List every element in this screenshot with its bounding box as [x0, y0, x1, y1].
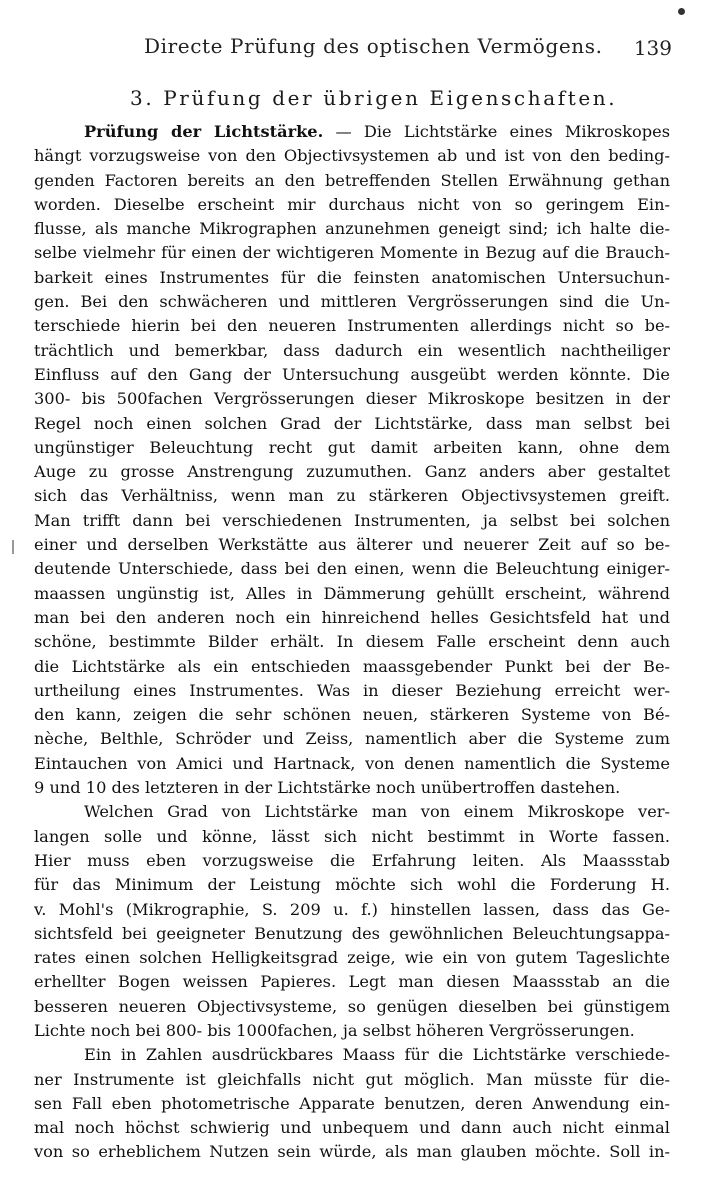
- text-line: rates einen solchen Helligkeitsgrad zeige, wie ein von gutem Tageslichte: [34, 948, 670, 968]
- text-line: terschiede hierin bei den neueren Instrumenten allerdings nicht so be-: [34, 316, 670, 336]
- text-line: für das Minimum der Leistung möchte sich wohl die Forderung H.: [34, 875, 670, 895]
- paragraph-lead: Prüfung der Lichtstärke.: [84, 122, 324, 141]
- text-line: sen Fall eben photometrische Apparate benutzen, deren Anwendung ein-: [34, 1093, 670, 1113]
- text-line: sich das Verhältniss, wenn man zu stärkeren Objectivsystemen greift.: [34, 486, 670, 506]
- text-line: genden Factoren bereits an den betreffenden Stellen Erwähnung gethan: [34, 170, 670, 190]
- text-line: selbe vielmehr für einen der wichtigeren Momente in Bezug auf die Brauch-: [34, 243, 670, 263]
- text-line: sichtsfeld bei geeigneter Benutzung des gewöhnlichen Beleuchtungsappa-: [34, 923, 670, 943]
- text-line: die Lichtstärke als ein entschieden maassgebender Punkt bei der Be-: [34, 656, 670, 676]
- section-heading: 3. Prüfung der übrigen Eigenschaften.: [130, 86, 618, 110]
- text-line: Welchen Grad von Lichtstärke man von einem Mikroskope ver-: [84, 802, 670, 822]
- margin-mark: [12, 540, 14, 554]
- text-line: ner Instrumente ist gleichfalls nicht gut möglich. Man müsste für die-: [34, 1069, 670, 1089]
- text-line: Hier muss eben vorzugsweise die Erfahrung leiten. Als Maassstab: [34, 850, 670, 870]
- text-line: trächtlich und bemerkbar, dass dadurch ein wesentlich nachtheiliger: [34, 340, 670, 360]
- text-line: Eintauchen von Amici und Hartnack, von denen namentlich die Systeme: [34, 753, 670, 773]
- text-line: erhellter Bogen weissen Papieres. Legt man diesen Maassstab an die: [34, 972, 670, 992]
- text-line: man bei den anderen noch ein hinreichend helles Gesichtsfeld hat und: [34, 607, 670, 627]
- text-line: ungünstiger Beleuchtung recht gut damit arbeiten kann, ohne dem: [34, 437, 670, 457]
- text-line: den kann, zeigen die sehr schönen neuen, stärkeren Systeme von Bé-: [34, 705, 670, 725]
- text-line: deutende Unterschiede, dass bei den einen, wenn die Beleuchtung einiger-: [34, 559, 670, 579]
- text-line: gen. Bei den schwächeren und mittleren Vergrösserungen sind die Un-: [34, 292, 670, 312]
- text-line: Man trifft dann bei verschiedenen Instrumenten, ja selbst bei solchen: [34, 510, 670, 530]
- text-line: v. Mohl's (Mikrographie, S. 209 u. f.) hinstellen lassen, dass das Ge-: [34, 899, 670, 919]
- text-fragment: — Die Lichtstärke eines Mikroskopes: [323, 122, 670, 141]
- running-title: Directe Prüfung des optischen Vermögens.: [144, 34, 603, 58]
- text-line: Auge zu grosse Anstrengung zuzumuthen. Ganz anders aber gestaltet: [34, 462, 670, 482]
- body-text: [34, 120, 670, 1165]
- text-line: langen solle und könne, lässt sich nicht bestimmt in Worte fassen.: [34, 826, 670, 846]
- text-line: nèche, Belthle, Schröder und Zeiss, namentlich aber die Systeme zum: [34, 729, 670, 749]
- text-line: schöne, bestimmte Bilder erhält. In diesem Falle erscheint denn auch: [34, 632, 670, 652]
- text-line: besseren neueren Objectivsysteme, so genügen dieselben bei günstigem: [34, 996, 670, 1016]
- text-line: Lichte noch bei 800- bis 1000fachen, ja selbst höheren Vergrösserungen.: [34, 1020, 635, 1040]
- text-line: hängt vorzugsweise von den Objectivsystemen ab und ist von den beding-: [34, 146, 670, 166]
- text-line: Ein in Zahlen ausdrückbares Maass für die Lichtstärke verschiede-: [84, 1045, 670, 1065]
- page-number: 139: [633, 36, 672, 60]
- text-line: 300- bis 500fachen Vergrösserungen dieser Mikroskope besitzen in der: [34, 389, 670, 409]
- text-line: [34, 120, 670, 144]
- text-line: mal noch höchst schwierig und unbequem und dann auch nicht einmal: [34, 1118, 670, 1138]
- text-line: urtheilung eines Instrumentes. Was in dieser Beziehung erreicht wer-: [34, 680, 670, 700]
- ink-speck: [678, 8, 685, 15]
- text-line: worden. Dieselbe erscheint mir durchaus nicht von so geringem Ein-: [34, 194, 670, 214]
- text-line: von so erheblichem Nutzen sein würde, als man glauben möchte. Soll in-: [34, 1142, 670, 1162]
- running-head: [32, 34, 672, 64]
- text-line: barkeit eines Instrumentes für die feinsten anatomischen Untersuchun-: [34, 267, 670, 287]
- text-line: 9 und 10 des letzteren in der Lichtstärke noch unübertroffen dastehen.: [34, 778, 621, 798]
- text-line: maassen ungünstig ist, Alles in Dämmerung gehüllt erscheint, während: [34, 583, 670, 603]
- text-line: einer und derselben Werkstätte aus älterer und neuerer Zeit auf so be-: [34, 535, 670, 555]
- text-line: Regel noch einen solchen Grad der Lichtstärke, dass man selbst bei: [34, 413, 670, 433]
- text-line: Einfluss auf den Gang der Untersuchung ausgeübt werden könnte. Die: [34, 364, 670, 384]
- text-line: flusse, als manche Mikrographen anzunehmen geneigt sind; ich halte die-: [34, 219, 670, 239]
